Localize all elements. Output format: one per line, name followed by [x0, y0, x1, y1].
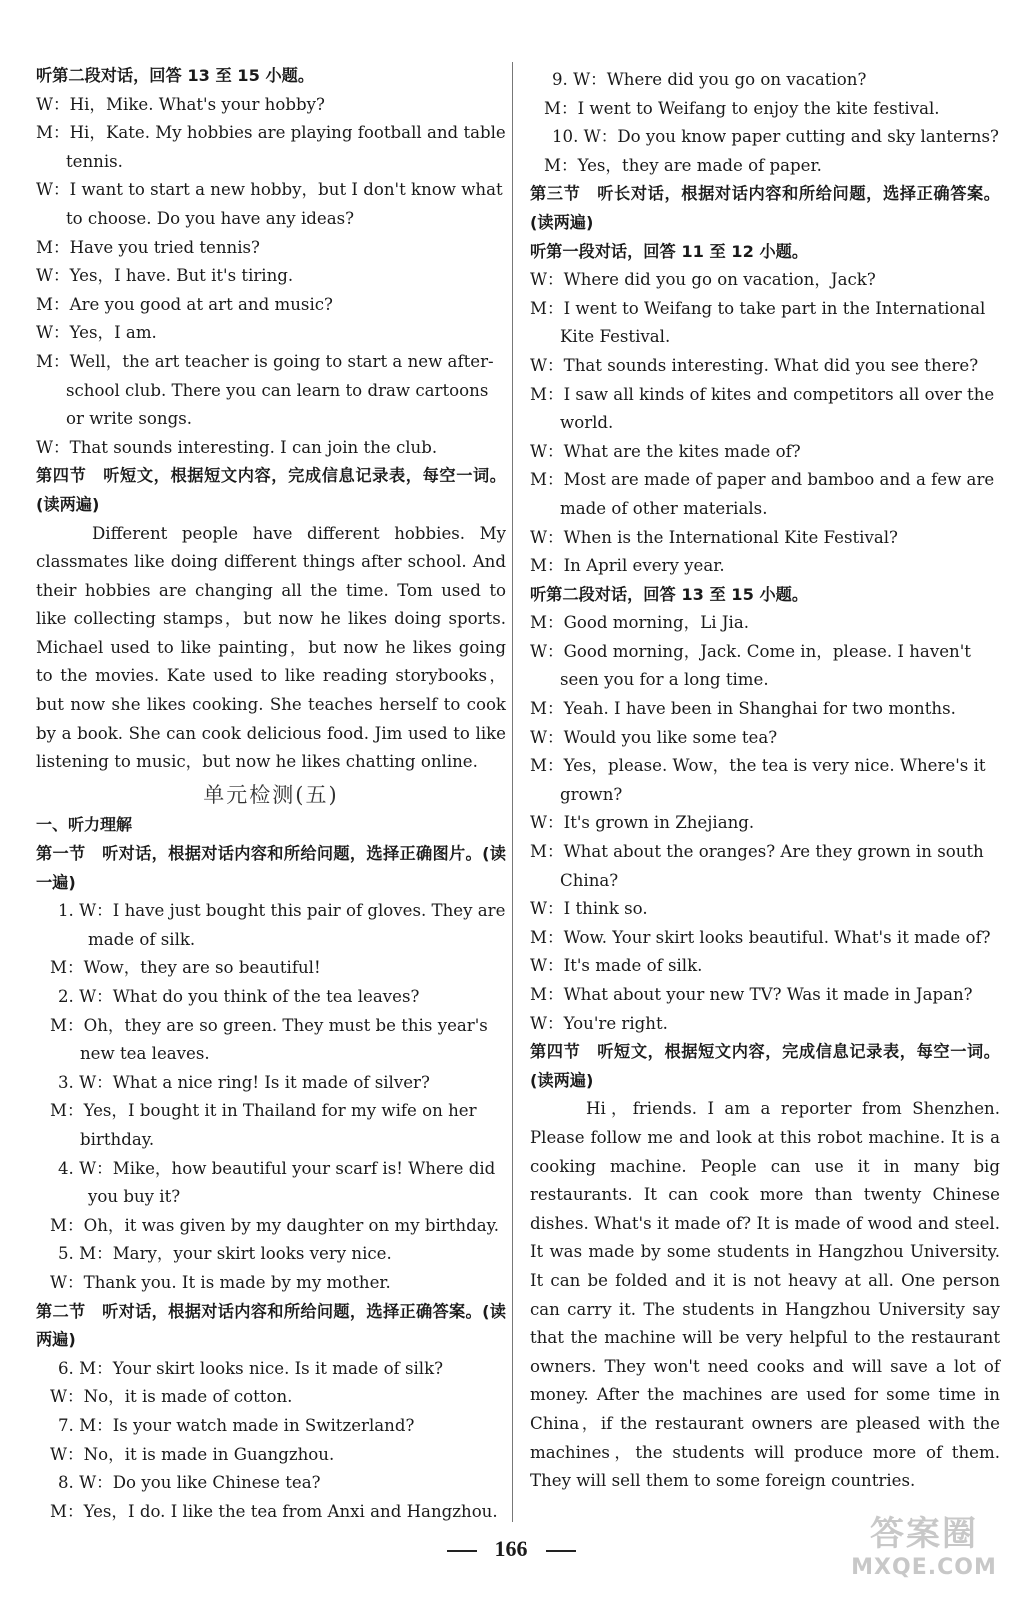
page-number-text: 166 — [494, 1536, 528, 1561]
dialogue-line: W：Would you like some tea? — [530, 727, 778, 747]
section-heading: 第四节 听短文，根据短文内容，完成信息记录表，每空一词。(读两遍) — [530, 1042, 1000, 1090]
dialogue-line: M：Most are made of paper and bamboo and a few are made of other materials. — [530, 470, 995, 518]
question-line: 7. M：Is your watch made in Switzerland? — [58, 1415, 415, 1435]
dialogue-line: M：What about the oranges? Are they grown in south China? — [530, 842, 984, 890]
answer-line: M：Wow，they are so beautiful! — [50, 958, 321, 978]
section-heading: 听第二段对话，回答 13 至 15 小题。 — [530, 584, 809, 604]
right-column — [530, 66, 1000, 1496]
dialogue-line: M：Have you tried tennis? — [36, 237, 260, 257]
dialogue-line: W：You're right. — [530, 1013, 668, 1033]
section-heading: 第一节 听对话，根据对话内容和所给问题，选择正确图片。(读一遍) — [36, 844, 506, 892]
question-line: 5. M：Mary，your skirt looks very nice. — [58, 1244, 392, 1264]
left-column — [36, 62, 506, 1526]
watermark-bottom: MXQE.COM — [851, 1555, 997, 1580]
answer-line: M：I went to Weifang to enjoy the kite festival. — [544, 98, 940, 118]
question-line: 2. W：What do you think of the tea leaves? — [58, 987, 420, 1006]
answer-line: M：Yes，I bought it in Thailand for my wife on her birthday. — [50, 1101, 477, 1149]
dialogue-line: M：Yeah. I have been in Shanghai for two months. — [530, 699, 956, 719]
dialogue-line: W：When is the International Kite Festival? — [530, 527, 898, 547]
section-heading: 听第二段对话，回答 13 至 15 小题。 — [36, 66, 315, 85]
dialogue-line: W：I want to start a new hobby，but I don't know what to choose. Do you have any ideas? — [36, 180, 503, 228]
answer-line: M：Oh，they are so green. They must be this year's new tea leaves. — [50, 1015, 488, 1064]
watermark-logo — [840, 1512, 1008, 1588]
dialogue-line: M：Good morning，Li Jia. — [530, 613, 750, 633]
question-line: 1. W：I have just bought this pair of gloves. They are made of silk. — [58, 901, 506, 949]
section-heading: 第三节 听长对话，根据对话内容和所给问题，选择正确答案。(读两遍) — [530, 184, 1000, 232]
question-line: 4. W：Mike，how beautiful your scarf is! Where did you buy it? — [58, 1158, 496, 1207]
dialogue-line: M：Yes，please. Wow，the tea is very nice. Where's it grown? — [530, 756, 986, 804]
dialogue-line: W：Yes，I am. — [36, 323, 157, 343]
dialogue-line: M：Are you good at art and music? — [36, 294, 333, 314]
dialogue-line: M：I saw all kinds of kites and competitors all over the world. — [530, 384, 995, 433]
unit-title: 单元检测(五) — [203, 782, 339, 807]
answer-line: W：No，it is made of cotton. — [50, 1387, 293, 1407]
answer-line: M：Yes，I do. I like the tea from Anxi and Hangzhou. — [50, 1501, 498, 1521]
answer-line: W：No，it is made in Guangzhou. — [50, 1444, 335, 1464]
dialogue-line: M：Wow. Your skirt looks beautiful. What's it made of? — [530, 927, 991, 947]
dialogue-line: W：That sounds interesting. I can join the club. — [36, 437, 438, 457]
answer-line: W：Thank you. It is made by my mother. — [50, 1272, 391, 1292]
dialogue-line: M：Hi，Kate. My hobbies are playing football and table tennis. — [36, 123, 506, 171]
column-divider — [512, 62, 513, 1522]
dialogue-line: W：I think so. — [530, 899, 648, 919]
dialogue-line: W：It's grown in Zhejiang. — [530, 813, 755, 833]
part-heading: 一、听力理解 — [36, 815, 133, 835]
question-line: 8. W：Do you like Chinese tea? — [58, 1473, 321, 1493]
section-heading: 第二节 听对话，根据对话内容和所给问题，选择正确答案。(读两遍) — [36, 1301, 506, 1350]
dialogue-line: W：Yes，I have. But it's tiring. — [36, 266, 294, 286]
dialogue-line: M：I went to Weifang to take part in the International Kite Festival. — [530, 298, 986, 347]
dialogue-line: W：It's made of silk. — [530, 956, 703, 976]
dialogue-line: M：What about your new TV? Was it made in Japan? — [530, 985, 973, 1004]
dialogue-line: W：Good morning，Jack. Come in，please. I haven't seen you for a long time. — [530, 641, 971, 690]
dialogue-line: W：What are the kites made of? — [530, 441, 801, 461]
section-heading: 第四节 听短文，根据短文内容，完成信息记录表，每空一词。(读两遍) — [36, 466, 506, 514]
dialogue-line: M：In April every year. — [530, 556, 725, 576]
dialogue-line: M：Well，the art teacher is going to start a new after-school club. There you can learn to draw cartoons or write songs. — [36, 351, 494, 429]
answer-line: M：Oh，it was given by my daughter on my birthday. — [50, 1215, 500, 1235]
dialogue-line: W：Hi，Mike. What's your hobby? — [36, 94, 325, 114]
right-dash — [546, 1550, 576, 1552]
left-dash — [447, 1550, 477, 1552]
passage-paragraph: Hi，friends. I am a reporter from Shenzhen. Please follow me and look at this robot machine. It is a cooking machine. People can use it in many big restaurants. It can cook more than twenty Chinese dishes. What's it made of? It is made of wood and steel. It was made by some students in Hangzhou University. It can be folded and it is not heavy at all. One person can carry it. The students in Hangzhou University say that the machine will be very helpful to the restaurant owners. They won't need cooks and will save a lot of money. After the machines are used for some time in China，if the restaurant owners are pleased with the machines，the students will produce more of them. They will sell them to some foreign countries. — [530, 1099, 1000, 1491]
question-line: 6. M：Your skirt looks nice. Is it made of silk? — [58, 1358, 444, 1378]
watermark-top: 答案圈 — [870, 1514, 978, 1554]
answer-line: M：Yes，they are made of paper. — [544, 155, 822, 175]
section-heading: 听第一段对话，回答 11 至 12 小题。 — [530, 241, 809, 261]
passage-paragraph: Different people have different hobbies. My classmates like doing different things after school. And their hobbies are changing all the time. Tom used to like collecting stamps，but now he likes doing sports. Michael used to like painting，but now he likes going to the movies. Kate used to like reading storybooks，but now she likes cooking. She teaches herself to cook by a book. She can cook delicious food. Jim used to like listening to music，but now he likes chatting online. — [36, 523, 506, 772]
question-line: 3. W：What a nice ring! Is it made of silver? — [58, 1072, 430, 1092]
question-line: 10. W：Do you know paper cutting and sky lanterns? — [552, 127, 999, 147]
question-line: 9. W：Where did you go on vacation? — [552, 70, 867, 89]
dialogue-line: W：That sounds interesting. What did you see there? — [530, 355, 979, 375]
dialogue-line: W：Where did you go on vacation，Jack? — [530, 270, 876, 290]
